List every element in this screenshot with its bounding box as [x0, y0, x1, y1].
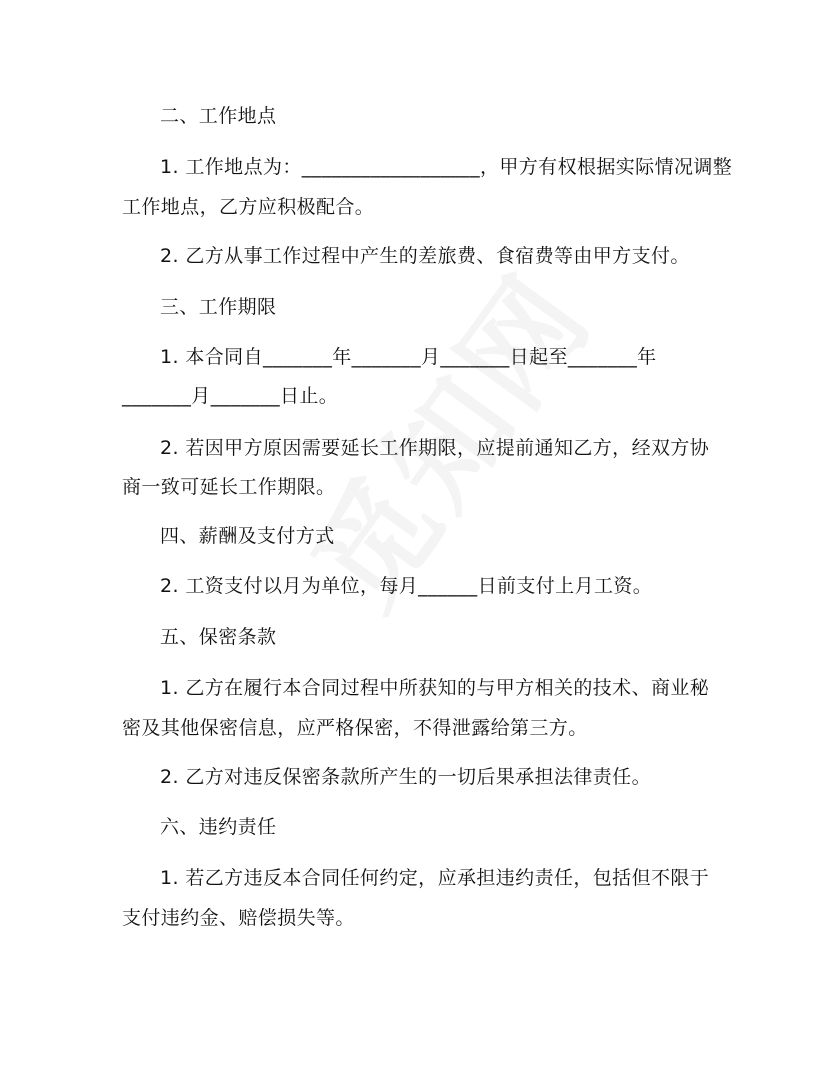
clause-line: 商一致可延长工作期限。	[122, 476, 336, 498]
clause-line: 密及其他保密信息，应严格保密，不得泄露给第三方。	[122, 717, 588, 739]
section-heading-salary: 四、薪酬及支付方式	[160, 525, 335, 547]
clause-line: 2. 乙方从事工作过程中产生的差旅费、食宿费等由甲方支付。	[160, 245, 690, 267]
clause-line: 1. 乙方在履行本合同过程中所获知的与甲方相关的技术、商业秘	[160, 677, 710, 699]
clause-line: 2. 若因甲方原因需要延长工作期限，应提前通知乙方，经双方协	[160, 437, 710, 459]
clause-line: _______月_______日止。	[122, 385, 339, 407]
clause-line: 2. 工资支付以月为单位，每月______日前支付上月工资。	[160, 575, 653, 597]
clause-line: 2. 乙方对违反保密条款所产生的一切后果承担法律责任。	[160, 766, 651, 788]
clause-line: 1. 本合同自_______年_______月_______日起至_______年	[160, 346, 657, 368]
section-heading-breach-liability: 六、违约责任	[160, 816, 277, 838]
section-heading-work-location: 二、工作地点	[160, 105, 277, 127]
section-heading-work-term: 三、工作期限	[160, 296, 277, 318]
clause-line: 工作地点，乙方应积极配合。	[122, 196, 375, 218]
section-heading-confidentiality: 五、保密条款	[160, 626, 277, 648]
clause-line: 支付违约金、赔偿损失等。	[122, 907, 355, 929]
clause-line: 1. 工作地点为：__________________，甲方有权根据实际情况调整	[160, 156, 733, 178]
clause-line: 1. 若乙方违反本合同任何约定，应承担违约责任，包括但不限于	[160, 867, 710, 889]
